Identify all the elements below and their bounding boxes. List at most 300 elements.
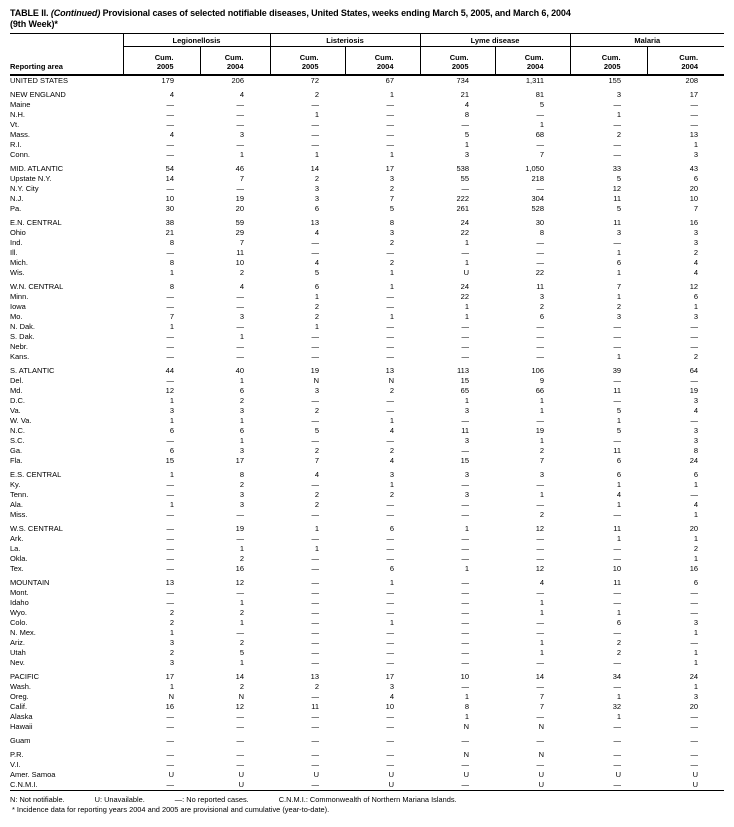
value-cell: 2 (239, 553, 244, 563)
reporting-area-cell: W.N. CENTRAL (10, 281, 64, 291)
value-cell: 8 (169, 257, 174, 267)
value-cell: 11 (613, 217, 622, 227)
value-cell: — (386, 119, 395, 129)
table-row-minn (10, 292, 724, 302)
table-row-e-n-central (10, 214, 724, 228)
value-cell: 14 (235, 671, 244, 681)
value-cell: 2 (314, 499, 319, 509)
reporting-area-cell: Ala. (10, 499, 23, 509)
value-cell: — (311, 711, 319, 721)
value-cell: 1 (693, 509, 699, 519)
value-cell: — (311, 351, 319, 361)
value-cell: 2 (539, 301, 545, 311)
value-cell: — (386, 247, 395, 257)
value-cell: 3 (616, 311, 622, 321)
value-cell: 1 (464, 301, 470, 311)
value-cell: — (461, 479, 470, 489)
value-cell: 1 (239, 435, 244, 445)
value-cell: 3 (539, 291, 545, 301)
value-cell: 2 (314, 681, 319, 691)
value-cell: 2 (693, 543, 699, 553)
value-cell: — (690, 749, 699, 759)
value-cell: U (388, 779, 395, 789)
value-cell: 22 (460, 291, 470, 301)
reporting-area-cell: Idaho (10, 597, 29, 607)
value-cell: U (692, 769, 699, 779)
value-cell: — (386, 721, 395, 731)
reporting-area-cell: P.R. (10, 749, 24, 759)
table-row-r-i (10, 140, 724, 150)
value-cell: — (690, 321, 699, 331)
value-cell: — (311, 395, 319, 405)
table-row-okla (10, 554, 724, 564)
reporting-area-cell: Ill. (10, 247, 18, 257)
value-cell: 1 (693, 479, 699, 489)
value-cell: 1 (389, 577, 395, 587)
value-cell: 1 (464, 237, 470, 247)
value-cell: 24 (460, 217, 470, 227)
value-cell: 1 (239, 657, 244, 667)
value-cell: 6 (693, 173, 699, 183)
value-cell: — (613, 721, 622, 731)
value-cell: — (461, 587, 470, 597)
value-cell: 2 (616, 647, 622, 657)
value-cell: 44 (165, 365, 174, 375)
value-cell: — (613, 627, 622, 637)
table-row-ga (10, 446, 724, 456)
value-cell: — (386, 759, 395, 769)
value-cell: 16 (689, 563, 699, 573)
table-row-oreg (10, 692, 724, 702)
value-cell: — (461, 445, 470, 455)
value-cell: 67 (385, 75, 395, 85)
value-cell: 33 (612, 163, 622, 173)
value-cell: — (690, 331, 699, 341)
value-cell: 1 (169, 627, 174, 637)
value-cell: — (461, 533, 470, 543)
value-cell: — (386, 139, 395, 149)
table-row-wash (10, 682, 724, 692)
value-cell: — (386, 587, 395, 597)
value-cell: 1 (693, 681, 699, 691)
value-cell: 29 (235, 227, 244, 237)
reporting-area-cell: S. ATLANTIC (10, 365, 55, 375)
value-cell: 4 (389, 691, 395, 701)
value-cell: 20 (689, 183, 699, 193)
value-cell: — (311, 237, 319, 247)
sub-header-malaria-2004: Cum. 2004 (647, 47, 724, 75)
value-cell: 1 (464, 139, 470, 149)
value-cell: — (166, 291, 174, 301)
value-cell: — (461, 543, 470, 553)
reporting-area-cell: V.I. (10, 759, 21, 769)
value-cell: 12 (235, 701, 244, 711)
value-cell: — (690, 607, 699, 617)
value-cell: 13 (310, 671, 319, 681)
title-continued: (Continued) (50, 8, 101, 18)
value-cell: — (386, 291, 395, 301)
value-cell: 4 (464, 99, 470, 109)
value-cell: 3 (389, 681, 395, 691)
value-cell: 10 (165, 193, 174, 203)
value-cell: 3 (169, 405, 174, 415)
value-cell: 81 (535, 89, 545, 99)
value-cell: — (386, 341, 395, 351)
value-cell: — (613, 759, 622, 769)
table-row-w-s-central (10, 520, 724, 534)
value-cell: — (386, 627, 395, 637)
reporting-area-cell: Mass. (10, 129, 31, 139)
value-cell: 155 (608, 75, 622, 85)
value-cell: 7 (539, 455, 545, 465)
value-cell: 7 (239, 237, 244, 247)
value-cell: 2 (389, 385, 395, 395)
value-cell: 19 (310, 365, 319, 375)
value-cell: 2 (539, 509, 545, 519)
value-cell: 1 (389, 149, 395, 159)
value-cell: 24 (689, 455, 699, 465)
value-cell: 1 (389, 281, 395, 291)
reporting-area-cell: N.H. (10, 109, 25, 119)
value-cell: 3 (693, 237, 699, 247)
value-cell: 2 (389, 445, 395, 455)
value-cell: 3 (169, 657, 174, 667)
value-cell: 1 (693, 647, 699, 657)
value-cell: 1 (239, 415, 244, 425)
reporting-area-cell: Tex. (10, 563, 24, 573)
sub-header-lyme-disease-2005: Cum. 2005 (420, 47, 495, 75)
value-cell: 11 (536, 281, 545, 291)
value-cell: — (311, 691, 319, 701)
value-cell: 5 (314, 425, 319, 435)
value-cell: 6 (239, 385, 244, 395)
table-row-iowa (10, 302, 724, 312)
table-row-n-y-city (10, 184, 724, 194)
value-cell: 3 (389, 173, 395, 183)
value-cell: 72 (310, 75, 319, 85)
value-cell: 206 (231, 75, 244, 85)
reporting-area-cell: Miss. (10, 509, 28, 519)
value-cell: 11 (236, 247, 244, 257)
value-cell: 1 (169, 321, 174, 331)
reporting-area-cell: NEW ENGLAND (10, 89, 66, 99)
value-cell: — (311, 779, 319, 789)
value-cell: 10 (460, 671, 470, 681)
value-cell: — (311, 617, 319, 627)
reporting-area-cell: W.S. CENTRAL (10, 523, 63, 533)
value-cell: U (388, 769, 395, 779)
value-cell: — (536, 617, 545, 627)
table-row-mountain (10, 574, 724, 588)
value-cell: U (238, 769, 244, 779)
value-cell: — (166, 533, 174, 543)
reporting-area-cell: Ky. (10, 479, 21, 489)
value-cell: — (236, 627, 244, 637)
footnote-asterisk: * Incidence data for reporting years 2004 and 2005 are provisional and cumulative (year-to-date). (12, 804, 330, 814)
value-cell: — (536, 499, 545, 509)
value-cell: 6 (616, 455, 622, 465)
value-cell: 13 (689, 129, 699, 139)
reporting-area-cell: Maine (10, 99, 31, 109)
reporting-area-cell: S. Dak. (10, 331, 35, 341)
sub-header-malaria-2005: Cum. 2005 (570, 47, 647, 75)
value-cell: 6 (314, 203, 319, 213)
value-cell: 12 (535, 563, 545, 573)
table-row-e-s-central (10, 466, 724, 480)
value-cell: 2 (389, 489, 395, 499)
value-cell: 3 (693, 435, 699, 445)
value-cell: — (236, 109, 244, 119)
value-cell: 22 (535, 267, 545, 277)
reporting-area-cell: N. Mex. (10, 627, 36, 637)
value-cell: — (536, 587, 545, 597)
value-cell: N (538, 749, 545, 759)
value-cell: — (236, 351, 244, 361)
value-cell: 1 (169, 499, 174, 509)
value-cell: — (236, 341, 244, 351)
value-cell: — (386, 735, 395, 745)
value-cell: 10 (385, 701, 395, 711)
reporting-area-cell: Oreg. (10, 691, 29, 701)
value-cell: 7 (616, 281, 622, 291)
value-cell: 1 (464, 691, 470, 701)
value-cell: 304 (531, 193, 545, 203)
value-cell: — (166, 735, 174, 745)
table-row-tex (10, 564, 724, 574)
value-cell: 3 (239, 129, 244, 139)
value-cell: U (463, 769, 470, 779)
value-cell: 3 (693, 425, 699, 435)
value-cell: U (692, 779, 699, 789)
value-cell: 7 (389, 193, 395, 203)
value-cell: — (311, 331, 319, 341)
table-row-tenn (10, 490, 724, 500)
table-row-n-dak (10, 322, 724, 332)
value-cell: — (690, 759, 699, 769)
value-cell: — (386, 553, 395, 563)
table-row-united-states (10, 75, 724, 86)
value-cell: 16 (165, 701, 174, 711)
value-cell: 4 (693, 267, 699, 277)
value-cell: 46 (235, 163, 244, 173)
value-cell: — (536, 657, 545, 667)
title-prefix: TABLE II. (10, 8, 49, 18)
value-cell: — (166, 543, 174, 553)
value-cell: — (166, 489, 174, 499)
value-cell: 4 (169, 89, 174, 99)
value-cell: — (311, 759, 319, 769)
table-row-mo (10, 312, 724, 322)
table-row-w-n-central (10, 278, 724, 292)
value-cell: — (690, 119, 699, 129)
value-cell: — (690, 587, 699, 597)
value-cell: 13 (165, 577, 174, 587)
value-cell: 1 (169, 267, 174, 277)
value-cell: — (166, 553, 174, 563)
value-cell: — (386, 509, 395, 519)
value-cell: 3 (693, 691, 699, 701)
sub-header-listeriosis-2004: Cum. 2004 (345, 47, 420, 75)
value-cell: — (690, 711, 699, 721)
value-cell: — (613, 657, 622, 667)
value-cell: U (615, 769, 622, 779)
value-cell: 1 (616, 479, 622, 489)
value-cell: — (166, 523, 174, 533)
value-cell: 11 (311, 701, 319, 711)
reporting-area-cell: Upstate N.Y. (10, 173, 52, 183)
value-cell: — (536, 237, 545, 247)
value-cell: — (311, 637, 319, 647)
value-cell: 40 (235, 365, 244, 375)
footnotes (10, 795, 724, 814)
reporting-area-cell: La. (10, 543, 21, 553)
value-cell: — (236, 759, 244, 769)
value-cell: 4 (314, 227, 319, 237)
reporting-area-cell: Nebr. (10, 341, 28, 351)
value-cell: 17 (165, 671, 174, 681)
value-cell: 8 (169, 237, 174, 247)
table-row-miss (10, 510, 724, 520)
value-cell: 734 (456, 75, 470, 85)
value-cell: — (613, 149, 622, 159)
value-cell: 14 (310, 163, 319, 173)
reporting-area-cell: Del. (10, 375, 24, 385)
value-cell: 10 (235, 257, 244, 267)
value-cell: 1 (539, 607, 545, 617)
value-cell: 8 (169, 281, 174, 291)
value-cell: N (313, 375, 319, 385)
value-cell: 20 (235, 203, 244, 213)
table-row-va (10, 406, 724, 416)
value-cell: 1 (616, 415, 622, 425)
value-cell: 1 (314, 291, 319, 301)
table-row-n-c (10, 426, 724, 436)
value-cell: — (166, 597, 174, 607)
value-cell: 7 (539, 691, 545, 701)
value-cell: 20 (689, 701, 699, 711)
value-cell: 1 (169, 681, 174, 691)
value-cell: — (386, 607, 395, 617)
value-cell: 5 (616, 173, 622, 183)
value-cell: — (386, 597, 395, 607)
value-cell: 7 (693, 203, 699, 213)
value-cell: — (690, 415, 699, 425)
value-cell: 1 (616, 291, 622, 301)
value-cell: 21 (460, 89, 470, 99)
value-cell: 1,311 (525, 75, 545, 85)
reporting-area-cell: D.C. (10, 395, 25, 405)
value-cell: — (166, 479, 174, 489)
value-cell: 1 (464, 311, 470, 321)
value-cell: 16 (689, 217, 699, 227)
value-cell: — (236, 509, 244, 519)
value-cell: 43 (689, 163, 699, 173)
value-cell: 3 (314, 385, 319, 395)
value-cell: — (461, 331, 470, 341)
reporting-area-cell: Vt. (10, 119, 20, 129)
value-cell: — (613, 749, 622, 759)
value-cell: — (613, 779, 622, 789)
value-cell: 1 (389, 415, 395, 425)
value-cell: 6 (616, 257, 622, 267)
value-cell: — (461, 637, 470, 647)
value-cell: 15 (165, 455, 174, 465)
value-cell: 1 (539, 637, 545, 647)
value-cell: 12 (165, 385, 174, 395)
value-cell: 17 (385, 163, 395, 173)
value-cell: 3 (616, 227, 622, 237)
value-cell: 6 (616, 469, 622, 479)
value-cell: 4 (239, 89, 244, 99)
value-cell: 3 (464, 405, 470, 415)
value-cell: 2 (314, 89, 319, 99)
value-cell: — (690, 597, 699, 607)
value-cell: — (166, 749, 174, 759)
value-cell: 2 (693, 247, 699, 257)
value-cell: 4 (539, 577, 545, 587)
value-cell: 1 (389, 617, 395, 627)
value-cell: 1 (169, 395, 174, 405)
value-cell: 1 (239, 543, 244, 553)
value-cell: 24 (460, 281, 470, 291)
value-cell: — (166, 99, 174, 109)
value-cell: — (311, 435, 319, 445)
value-cell: 8 (693, 445, 699, 455)
value-cell: 30 (535, 217, 545, 227)
value-cell: — (461, 735, 470, 745)
value-cell: — (386, 321, 395, 331)
value-cell: 1 (539, 405, 545, 415)
title-rest: Provisional cases of selected notifiable diseases, United States, weeks ending March 5, 2005, and March 6, 2004 (102, 8, 571, 18)
value-cell: 11 (613, 385, 622, 395)
value-cell: — (236, 711, 244, 721)
value-cell: 6 (239, 425, 244, 435)
value-cell: 38 (165, 217, 174, 227)
value-cell: — (461, 607, 470, 617)
value-cell: 1 (314, 149, 319, 159)
reporting-area-cell: Mont. (10, 587, 29, 597)
sub-header-listeriosis-2005: Cum. 2005 (270, 47, 345, 75)
table-row-fla (10, 456, 724, 466)
value-cell: 4 (314, 257, 319, 267)
value-cell: N (168, 691, 174, 701)
value-cell: 2 (239, 479, 244, 489)
value-cell: 6 (693, 291, 699, 301)
value-cell: — (166, 139, 174, 149)
value-cell: — (613, 543, 622, 553)
value-cell: — (236, 721, 244, 731)
value-cell: 10 (689, 193, 699, 203)
value-cell: — (613, 735, 622, 745)
table-row-p-r (10, 746, 724, 760)
value-cell: 1 (616, 499, 622, 509)
value-cell: 2 (239, 637, 244, 647)
value-cell: 3 (693, 311, 699, 321)
reporting-area-cell: Utah (10, 647, 26, 657)
table-row-mont (10, 588, 724, 598)
value-cell: 17 (235, 455, 244, 465)
value-cell: 113 (457, 365, 470, 375)
value-cell: — (166, 759, 174, 769)
value-cell: 5 (539, 99, 545, 109)
reporting-area-cell: N.J. (10, 193, 24, 203)
value-cell: — (613, 119, 622, 129)
value-cell: 2 (389, 257, 395, 267)
table-row-ky (10, 480, 724, 490)
value-cell: 3 (389, 469, 395, 479)
value-cell: — (613, 237, 622, 247)
value-cell: — (536, 681, 545, 691)
